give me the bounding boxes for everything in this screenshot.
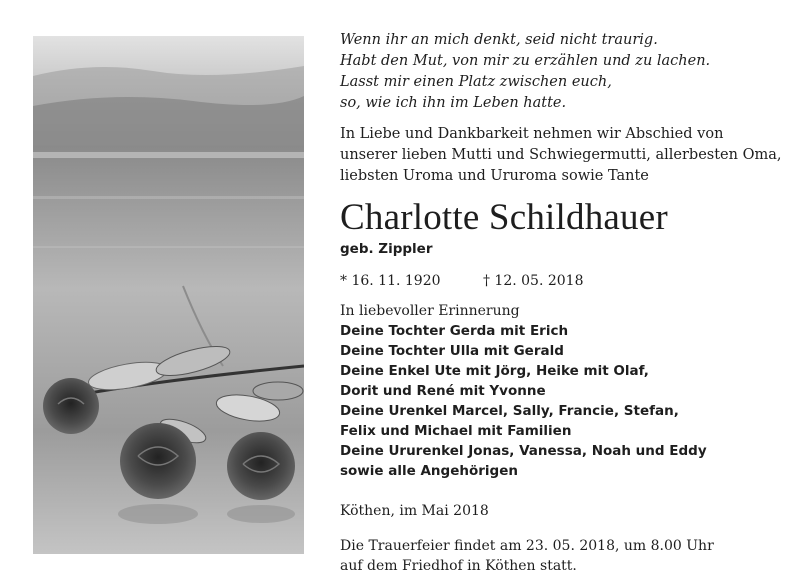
birth-date: * 16. 11. 1920 — [340, 273, 441, 289]
mourner-line: Dorit und René mit Yvonne — [340, 383, 546, 399]
funeral-ceremony-info — [340, 536, 790, 576]
life-dates — [340, 271, 790, 291]
farewell-intro — [340, 124, 790, 187]
roses-on-water-image — [33, 36, 304, 554]
mourners-section — [340, 301, 790, 481]
place-and-date: Köthen, im Mai 2018 — [340, 503, 489, 519]
mourner-line: Deine Enkel Ute mit Jörg, Heike mit Olaf, — [340, 363, 649, 379]
mourner-line: Deine Ururenkel Jonas, Vanessa, Noah und Eddy — [340, 443, 707, 459]
mourner-line: Felix und Michael mit Familien — [340, 423, 572, 439]
poem-line: Habt den Mut, von mir zu erzählen und zu lachen. — [340, 53, 711, 69]
memory-lead: In liebevoller Erinnerung — [340, 303, 520, 319]
memorial-poem — [340, 30, 790, 114]
mourner-line: Deine Tochter Gerda mit Erich — [340, 323, 569, 339]
poem-line: so, wie ich ihn im Leben hatte. — [340, 95, 567, 111]
mourner-line: Deine Tochter Ulla mit Gerald — [340, 343, 564, 359]
memorial-photo-roses-on-water — [33, 36, 304, 554]
intro-line: liebsten Uroma und Ururoma sowie Tante — [340, 168, 649, 184]
obituary-text — [340, 30, 790, 576]
poem-line: Wenn ihr an mich denkt, seid nicht traurig. — [340, 32, 658, 48]
mourner-line: Deine Urenkel Marcel, Sally, Francie, Stefan, — [340, 403, 679, 419]
mourner-line: sowie alle Angehörigen — [340, 463, 518, 479]
deceased-name: Charlotte Schildhauer — [340, 197, 668, 238]
death-date: † 12. 05. 2018 — [482, 273, 584, 289]
birth-name: geb. Zippler — [340, 241, 433, 257]
mourners-list — [340, 321, 790, 481]
ceremony-line: auf dem Friedhof in Köthen statt. — [340, 558, 577, 574]
intro-line: unserer lieben Mutti und Schwiegermutti, allerbesten Oma, — [340, 147, 782, 163]
intro-line: In Liebe und Dankbarkeit nehmen wir Abschied von — [340, 126, 724, 142]
ceremony-line: Die Trauerfeier findet am 23. 05. 2018, um 8.00 Uhr — [340, 538, 714, 554]
poem-line: Lasst mir einen Platz zwischen euch, — [340, 74, 612, 90]
